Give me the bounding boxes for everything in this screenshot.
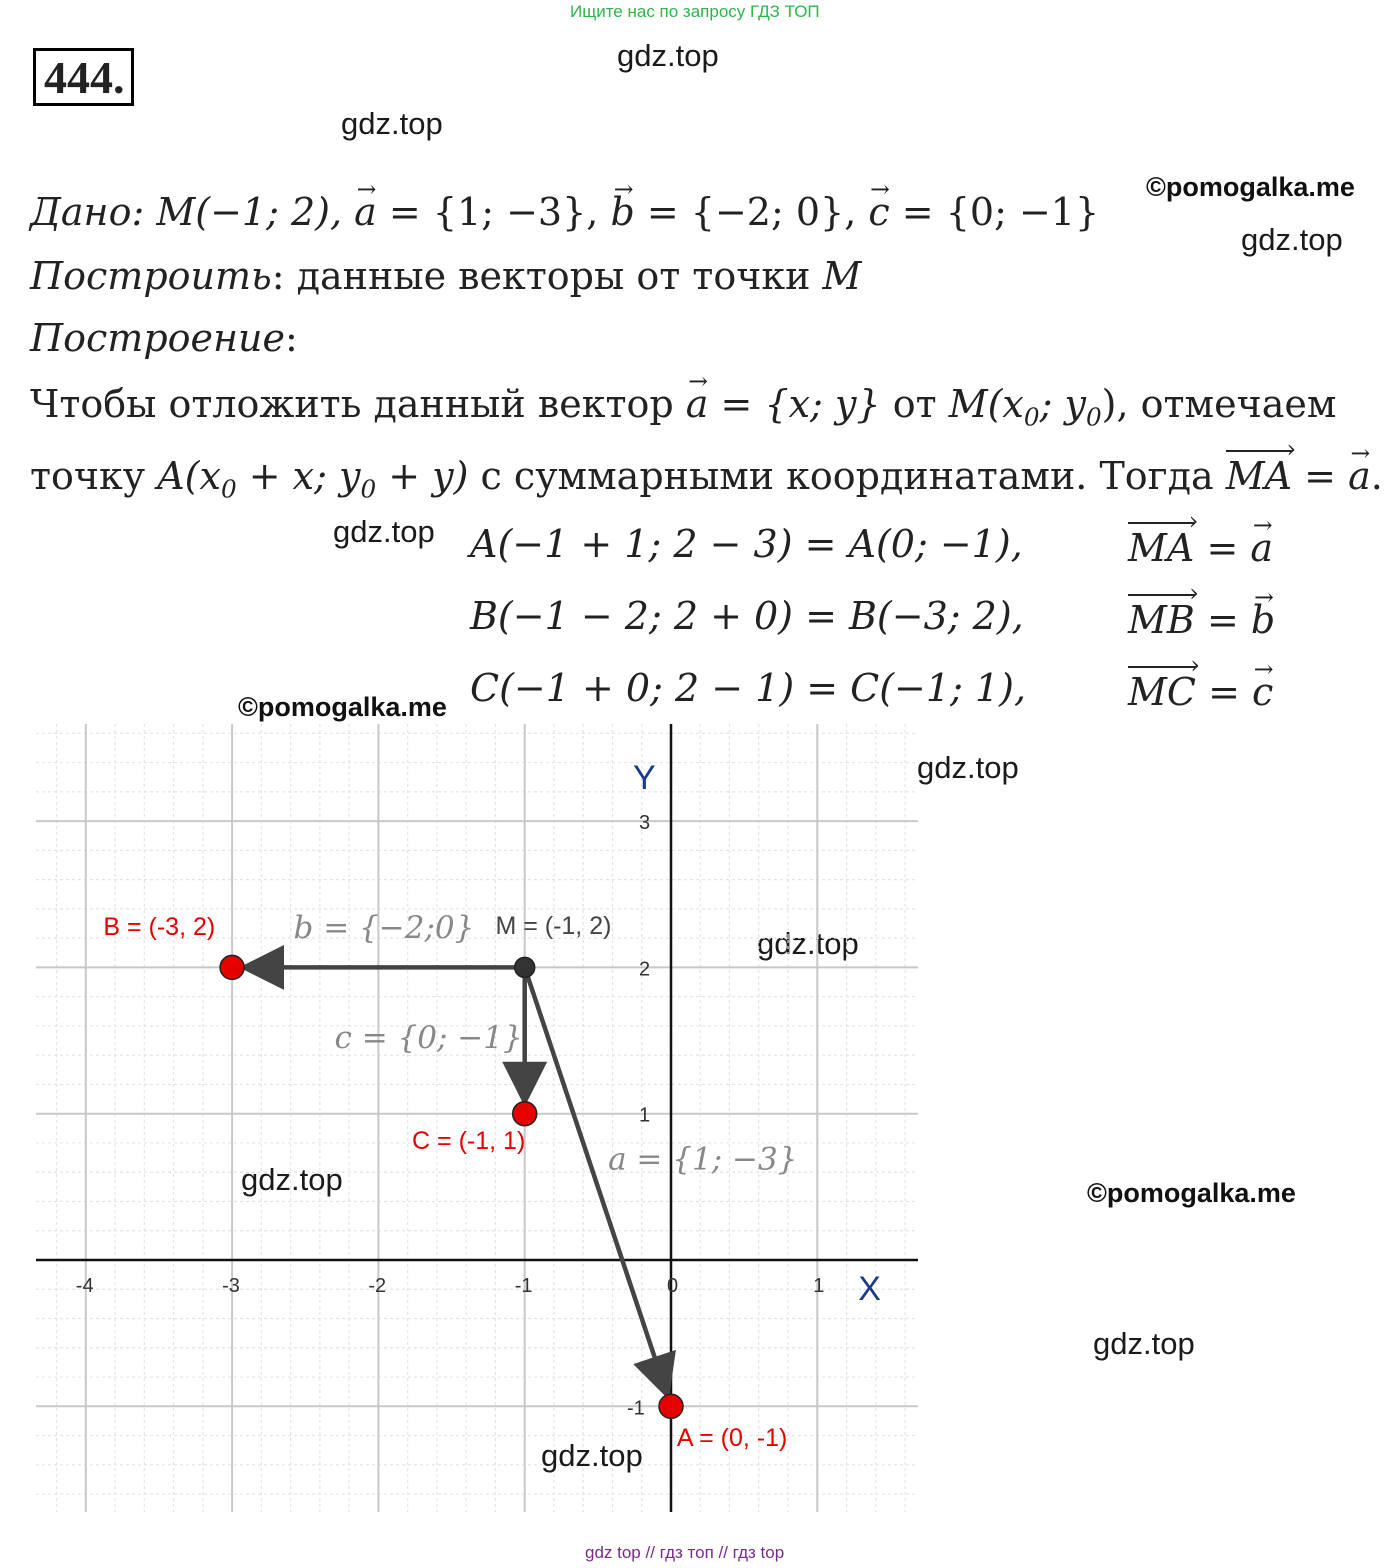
problem-number: 444. [33, 48, 134, 106]
construction-label: Построение [30, 316, 286, 360]
equation-c-vector: MC › = c → [1128, 666, 1273, 714]
given-point-m: M(−1; 2), [156, 190, 343, 234]
vector-a-arrow [525, 967, 666, 1391]
point-C [513, 1102, 537, 1126]
line1-text-f: ), отмечаем [1101, 382, 1337, 426]
given-vector-c: = {0; −1} [901, 190, 1100, 234]
given-label: Дано: [30, 190, 145, 234]
vector-c-symbol: c → [868, 190, 889, 234]
x-tick-label: -4 [75, 1275, 94, 1297]
x-axis-label: X [858, 1270, 881, 1308]
watermark-gdz: gdz.top [757, 926, 859, 961]
line2-text-a: точку [30, 454, 146, 498]
line1-point: $M(x_0$; $y_0$ [948, 382, 1102, 432]
vector-a-symbol: a → [1348, 454, 1371, 498]
vector-a-symbol: a → [354, 190, 377, 234]
watermark-pomogalka: ©pomogalka.me [1087, 1178, 1296, 1208]
construct-label: Построить [30, 254, 272, 298]
construct-text: : данные векторы от точки [271, 254, 811, 298]
vector-a-label: a = {1; −3} [608, 1141, 798, 1178]
x-tick-label: 0 [667, 1275, 679, 1297]
vector-c-label: c = {0; −1} [334, 1019, 523, 1056]
line2-dot: . [1370, 454, 1383, 498]
point-A [659, 1394, 683, 1418]
equation-a: A(−1 + 1; 2 − 3) = A(0; −1), [470, 522, 1023, 566]
point-labels [103, 910, 797, 1452]
line1-text-a: Чтобы отложить данный вектор [30, 382, 674, 426]
y-tick-label: 1 [639, 1104, 651, 1127]
line1-text-c: от [892, 382, 937, 426]
equation-c: C(−1 + 0; 2 − 1) = C(−1; 1), [470, 666, 1027, 710]
y-tick-label: -1 [627, 1397, 645, 1420]
equation-b-vector: MB › = b → [1128, 594, 1275, 642]
vector-b-label: b = {−2;0} [293, 910, 475, 947]
watermark-pomogalka: ©pomogalka.me [238, 692, 447, 722]
point-M-label: M = (-1, 2) [495, 911, 612, 940]
line2-eq: = [1304, 454, 1337, 498]
given-vector-b: = {−2; 0}, [646, 190, 857, 234]
x-tick-label: 1 [813, 1275, 825, 1297]
vector-b-symbol: b → [610, 190, 634, 234]
y-tick-label: 2 [639, 958, 651, 981]
line1-vector-def: = {x; y} [720, 382, 881, 426]
construct-point: M [822, 254, 862, 298]
point-M [515, 957, 535, 977]
x-tick-label: -2 [368, 1275, 387, 1297]
point-A-label: A = (0, -1) [676, 1423, 788, 1452]
watermark-gdz: gdz.top [1241, 222, 1343, 257]
footer-links[interactable]: gdz top // гдз топ // гдз top [585, 1543, 785, 1562]
construction-colon: : [285, 316, 298, 360]
x-tick-label: -3 [222, 1275, 240, 1297]
grid-minor [36, 724, 918, 1512]
tick-labels [76, 759, 881, 1419]
watermark-gdz: gdz.top [241, 1162, 343, 1197]
watermark-gdz: gdz.top [617, 38, 719, 73]
point-B [220, 955, 244, 979]
line2-point-a: $A(x_0 + x$; $y_0 + y$) [157, 454, 469, 504]
point-C-label: C = (-1, 1) [412, 1126, 526, 1155]
grid-major [36, 724, 918, 1512]
point-B-label: B = (-3, 2) [103, 913, 216, 942]
watermark-gdz: gdz.top [341, 106, 443, 141]
watermark-gdz: gdz.top [1093, 1326, 1195, 1361]
axes [36, 724, 918, 1512]
x-tick-label: -1 [514, 1275, 533, 1297]
y-axis-label: Y [633, 759, 656, 798]
top-ad-text[interactable]: Ищите нас по запросу ГДЗ ТОП [570, 2, 820, 21]
watermark-pomogalka: ©pomogalka.me [1146, 172, 1355, 202]
vector-ma-symbol: MA › [1226, 450, 1292, 498]
equation-a-vector: MA › = a → [1128, 522, 1273, 570]
watermark-gdz: gdz.top [541, 1438, 643, 1473]
given-vector-a: = {1; −3}, [388, 190, 599, 234]
y-tick-label: 3 [639, 812, 651, 835]
vector-a-symbol: a → [686, 382, 709, 426]
line2-text-e: с суммарными координатами. Тогда [480, 454, 1214, 498]
watermark-gdz: gdz.top [917, 750, 1019, 785]
equation-b: B(−1 − 2; 2 + 0) = B(−3; 2), [470, 594, 1024, 638]
watermark-gdz: gdz.top [333, 514, 435, 549]
